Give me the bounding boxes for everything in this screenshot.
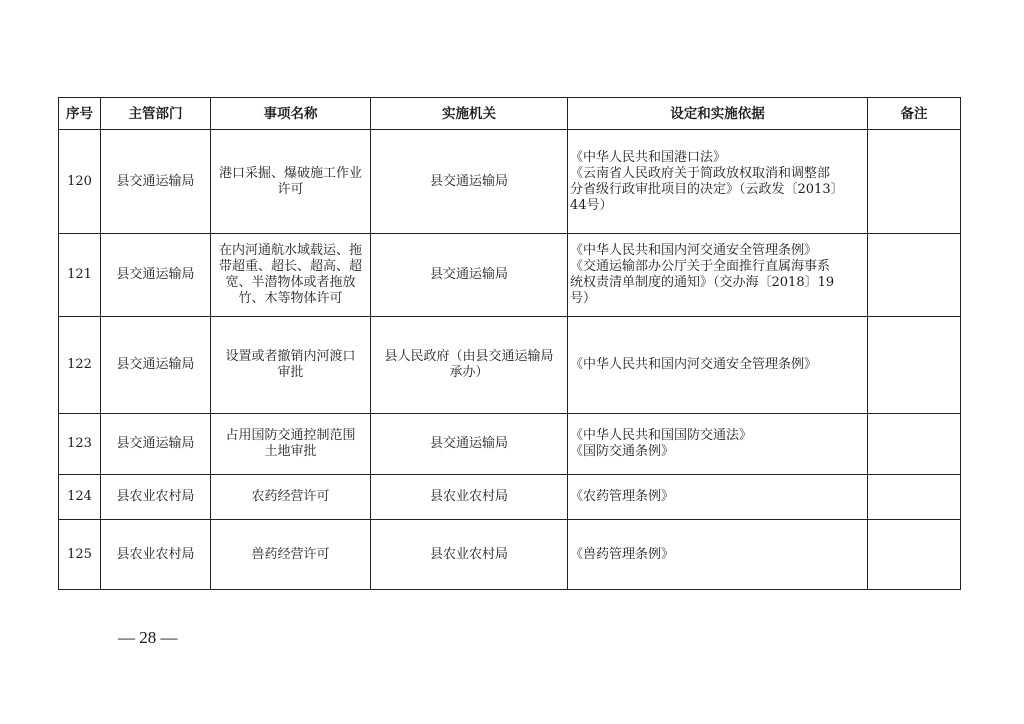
row-basis (568, 520, 868, 590)
row-basis (568, 130, 868, 234)
header-row (59, 98, 961, 130)
table-row (59, 317, 961, 414)
header-dept: 主管部门 (101, 98, 211, 130)
row-basis (568, 234, 868, 317)
row-dept: 县交通运输局 (101, 317, 211, 414)
row-note (868, 317, 961, 414)
row-agency (371, 130, 568, 234)
header-no: 序号 (59, 98, 101, 130)
row-dept: 县农业农村局 (101, 475, 211, 520)
item-line: 在内河通航水域载运、拖 (218, 243, 362, 258)
agency-line: 县交通运输局 (429, 173, 508, 189)
item-line: 竹、木等物体许可 (238, 291, 343, 306)
header-agency: 实施机关 (371, 98, 568, 130)
permit-table (58, 97, 961, 590)
row-number: 123 (59, 414, 101, 475)
row-dept: 县交通运输局 (101, 234, 211, 317)
header-note: 备注 (868, 98, 961, 130)
basis-line: 统权责清单制度的通知》（交办海〔2018〕19 (570, 275, 835, 290)
table-row (59, 520, 961, 590)
item-line: 审批 (277, 365, 304, 380)
agency-line: 承办） (449, 365, 489, 380)
table-row (59, 234, 961, 317)
row-note (868, 475, 961, 520)
header-item: 事项名称 (211, 98, 371, 130)
item-line: 设置或者撤销内河渡口 (225, 349, 356, 364)
row-note (868, 520, 961, 590)
page-number: — 28 — (118, 628, 178, 647)
row-number: 120 (59, 130, 101, 234)
basis-line: 《中华人民共和国内河交通安全管理条例》 (570, 357, 818, 372)
row-item (211, 475, 371, 520)
row-number: 125 (59, 520, 101, 590)
row-basis (568, 414, 868, 475)
table-row (59, 414, 961, 475)
basis-line: 44号） (570, 197, 613, 213)
row-item (211, 317, 371, 414)
row-item (211, 234, 371, 317)
basis-line: 《交通运输部办公厅关于全面推行直属海事系 (570, 259, 831, 274)
basis-line: 《中华人民共和国国防交通法》 (570, 428, 753, 443)
table-row (59, 475, 961, 520)
row-number: 124 (59, 475, 101, 520)
item-line: 农药经营许可 (251, 489, 330, 504)
agency-line: 县农业农村局 (429, 546, 508, 562)
basis-line: 号） (570, 291, 597, 306)
row-item (211, 130, 371, 234)
row-note (868, 234, 961, 317)
item-line: 兽药经营许可 (251, 546, 330, 562)
basis-line: 《中华人民共和国港口法》 (570, 149, 727, 165)
basis-line: 《兽药管理条例》 (570, 546, 675, 562)
item-line: 占用国防交通控制范围 (225, 428, 356, 443)
agency-line: 县农业农村局 (429, 489, 508, 504)
row-number: 122 (59, 317, 101, 414)
row-number: 121 (59, 234, 101, 317)
basis-line: 《国防交通条例》 (570, 444, 675, 459)
row-agency (371, 475, 568, 520)
row-note (868, 130, 961, 234)
basis-line: 《云南省人民政府关于简政放权取消和调整部 (570, 165, 831, 181)
header-basis: 设定和实施依据 (568, 98, 868, 130)
row-item (211, 520, 371, 590)
row-dept: 县交通运输局 (101, 130, 211, 234)
basis-line: 《中华人民共和国内河交通安全管理条例》 (570, 243, 818, 258)
row-basis (568, 475, 868, 520)
row-basis (568, 317, 868, 414)
row-agency (371, 520, 568, 590)
agency-line: 县交通运输局 (429, 436, 508, 451)
item-line: 土地审批 (264, 444, 317, 459)
row-agency (371, 234, 568, 317)
table-row (59, 130, 961, 234)
agency-line: 县人民政府（由县交通运输局 (384, 349, 554, 364)
item-line: 带超重、超长、超高、超 (218, 259, 362, 274)
row-agency (371, 317, 568, 414)
row-item (211, 414, 371, 475)
row-dept: 县农业农村局 (101, 520, 211, 590)
row-note (868, 414, 961, 475)
basis-line: 《农药管理条例》 (570, 489, 675, 504)
basis-line: 分省级行政审批项目的决定》（云政发〔2013〕 (570, 181, 844, 197)
item-line: 许可 (277, 181, 304, 197)
item-line: 宽、半潜物体或者拖放 (225, 275, 356, 290)
row-agency (371, 414, 568, 475)
item-line: 港口采掘、爆破施工作业 (218, 165, 362, 181)
row-dept: 县交通运输局 (101, 414, 211, 475)
agency-line: 县交通运输局 (429, 267, 508, 282)
